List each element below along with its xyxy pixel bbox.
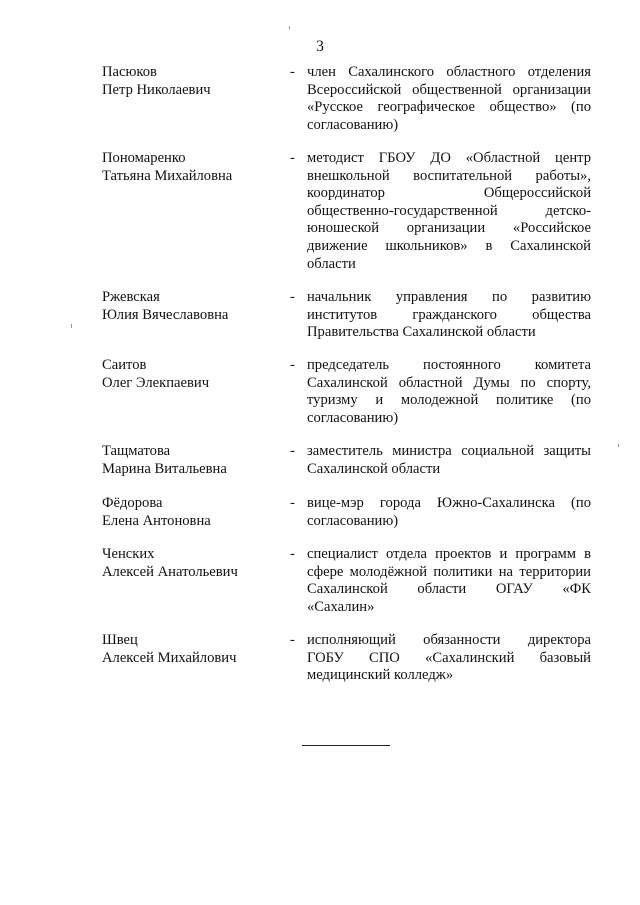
person-name [102, 64, 272, 99]
dash-separator: - [290, 64, 295, 80]
person-name [102, 150, 272, 185]
description-line: области [307, 255, 356, 272]
person-name [102, 546, 272, 581]
given-name: Алексей Анатольевич [102, 563, 238, 580]
surname: Швец [102, 632, 138, 648]
description-line: член Сахалинского областного отделения [307, 64, 591, 80]
given-name: Татьяна Михайловна [102, 167, 233, 184]
closing-rule [302, 745, 390, 746]
description-line: внешкольной воспитательной работы», [307, 167, 591, 184]
position-description [307, 64, 591, 134]
description-line: специалист отдела проектов и программ в [307, 546, 591, 562]
surname: Ржевская [102, 289, 160, 305]
position-description [307, 632, 591, 685]
dash-separator: - [290, 546, 295, 562]
description-line: Сахалинской областной Думы по спорту, [307, 374, 591, 391]
description-line: начальник управления по развитию [307, 289, 591, 305]
description-line: заместитель министра социальной защиты [307, 443, 591, 459]
given-name: Марина Витальевна [102, 460, 227, 477]
description-line: общественно-государственной детско- [307, 202, 591, 219]
description-line: ГОБУ СПО «Сахалинский базовый [307, 649, 591, 666]
person-name [102, 495, 272, 530]
description-line: юношеской организации «Российское [307, 220, 591, 237]
dash-separator: - [290, 357, 295, 373]
description-line: сфере молодёжной политики на территории [307, 563, 591, 580]
description-line: медицинский колледж» [307, 667, 454, 684]
given-name: Юлия Вячеславовна [102, 306, 229, 323]
person-name [102, 357, 272, 392]
scan-mark [71, 324, 72, 328]
position-description [307, 150, 591, 273]
description-line: Всероссийской общественной организации [307, 81, 591, 98]
position-description [307, 546, 591, 616]
scan-mark [289, 26, 290, 29]
dash-separator: - [290, 150, 295, 166]
description-line: согласованию) [307, 409, 399, 426]
description-line: председатель постоянного комитета [307, 357, 591, 373]
position-description [307, 443, 591, 478]
description-line: вице-мэр города Южно-Сахалинска (по [307, 495, 591, 511]
surname: Саитов [102, 357, 147, 373]
person-name [102, 632, 272, 667]
description-line: согласованию) [307, 512, 399, 529]
given-name: Алексей Михайлович [102, 649, 237, 666]
description-line: движение школьников» в Сахалинской [307, 237, 591, 254]
dash-separator: - [290, 495, 295, 511]
page-number: 3 [316, 38, 324, 55]
surname: Тащматова [102, 443, 171, 459]
given-name: Олег Элекпаевич [102, 374, 210, 391]
position-description [307, 495, 591, 530]
description-line: методист ГБОУ ДО «Областной центр [307, 150, 591, 166]
person-name [102, 443, 272, 478]
description-line: «Русское географическое общество» (по [307, 99, 591, 116]
given-name: Петр Николаевич [102, 81, 211, 98]
dash-separator: - [290, 443, 295, 459]
surname: Пономаренко [102, 150, 186, 166]
position-description [307, 289, 591, 342]
description-line: институтов гражданского общества [307, 306, 591, 323]
dash-separator: - [290, 632, 295, 648]
description-line: туризму и молодежной политике (по [307, 392, 591, 409]
given-name: Елена Антоновна [102, 512, 211, 529]
description-line: Сахалинской области [307, 460, 441, 477]
description-line: Сахалинской области ОГАУ «ФК [307, 581, 591, 598]
description-line: «Сахалин» [307, 598, 375, 615]
scan-mark [618, 444, 619, 447]
description-line: координатор Общероссийской [307, 185, 591, 202]
person-name [102, 289, 272, 324]
surname: Фёдорова [102, 495, 163, 511]
dash-separator: - [290, 289, 295, 305]
description-line: исполняющий обязанности директора [307, 632, 591, 648]
surname: Ченских [102, 546, 155, 562]
description-line: согласованию) [307, 116, 399, 133]
position-description [307, 357, 591, 427]
surname: Пасюков [102, 64, 157, 80]
description-line: Правительства Сахалинской области [307, 324, 536, 341]
